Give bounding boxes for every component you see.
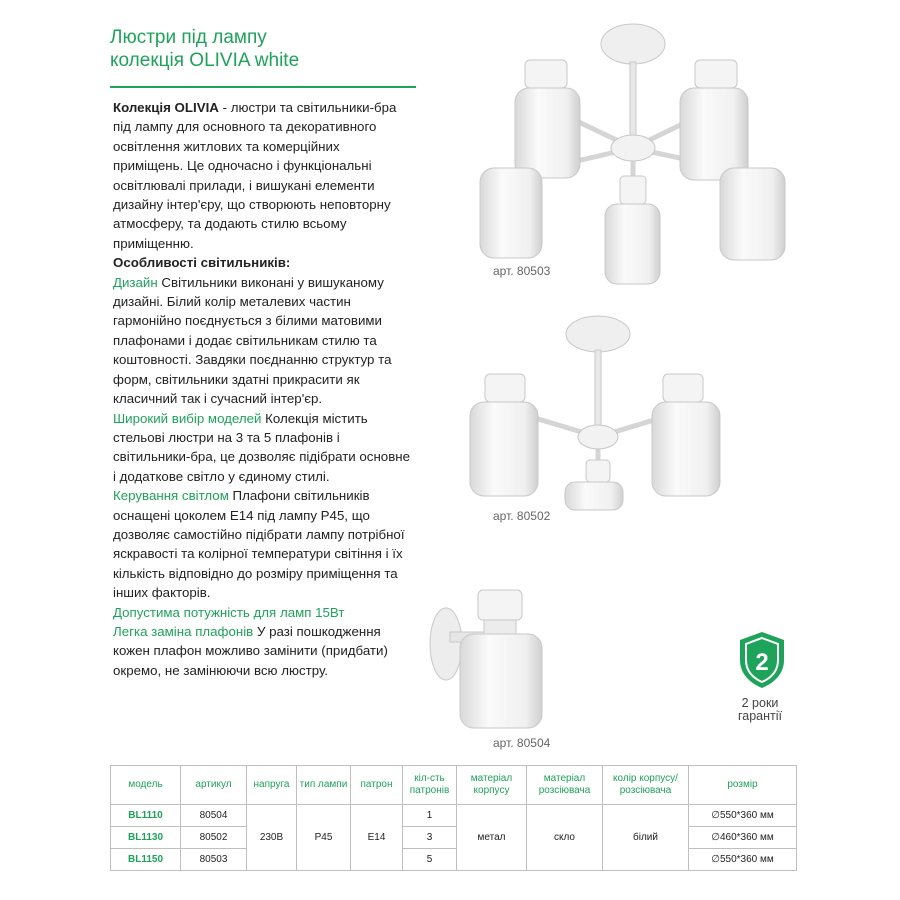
header-voltage: напруга (247, 766, 297, 805)
design-paragraph (113, 273, 413, 409)
art-80502-label: арт. 80502 (493, 509, 551, 523)
cell-lamp-type: Р45 (297, 805, 351, 871)
chandelier-80503-image (465, 18, 795, 288)
replace-paragraph (113, 622, 413, 680)
cell-body-material: метал (457, 805, 527, 871)
title-divider (110, 86, 416, 88)
spec-table (110, 765, 797, 871)
cell-count: 1 (403, 805, 457, 827)
table-row (111, 827, 797, 849)
header-diffuser-material: матеріал розсіювача (527, 766, 603, 805)
intro-bold: Колекція OLIVIA (113, 100, 219, 115)
table-row (111, 805, 797, 827)
design-label: Дизайн (113, 274, 158, 290)
guarantee-label (720, 697, 800, 723)
cell-socket: Е14 (351, 805, 403, 871)
cell-article: 80503 (181, 849, 247, 871)
art-80504-label: арт. 80504 (493, 736, 551, 750)
chandelier-80502-image (465, 312, 725, 512)
header-socket: патрон (351, 766, 403, 805)
header-article: артикул (181, 766, 247, 805)
guarantee-shield-icon (738, 630, 786, 690)
header-size: розмір (689, 766, 797, 805)
design-text: Світильники виконані у вишуканому дизайні. Білий колір металевих частин гармонійно поєднується з білими матовими плафонами і додає світильникам стилю та коштовності. Завдяки поєднанню структур та форм, світильники здатні прикрасити як класичний так і сучасний інтер'єр. (113, 274, 392, 407)
cell-size: ∅550*360 мм (689, 849, 797, 871)
guarantee-line-2: гарантії (737, 709, 783, 723)
cell-voltage: 230В (247, 805, 297, 871)
guarantee-number: 2 (755, 649, 769, 676)
cell-color: білий (603, 805, 689, 871)
cell-diffuser-material: скло (527, 805, 603, 871)
features-heading: Особливості світильників: (113, 255, 291, 271)
cell-size: ∅550*360 мм (689, 805, 797, 827)
table-row (111, 849, 797, 871)
page-title (110, 26, 299, 72)
choice-text: Колекція містить стельові люстри на 3 та 5 плафонів і світильники-бра, це дозволяє підібрати основне і додаткове світло у єдиному стилі. (113, 410, 410, 484)
replace-text: У разі пошкодження кожен плафон можливо замінити (придбати) окремо, не замінюючи всю люстру. (113, 623, 388, 678)
cell-model: BL1130 (111, 827, 181, 849)
cell-size: ∅460*360 мм (689, 827, 797, 849)
replace-label: Легка заміна плафонів (113, 623, 254, 639)
header-color: колір корпусу/ розсіювача (603, 766, 689, 805)
guarantee-line-1: 2 роки (741, 696, 779, 710)
cell-count: 5 (403, 849, 457, 871)
light-paragraph (113, 486, 413, 602)
power-paragraph: Допустима потужність для ламп 15Вт (113, 604, 345, 620)
cell-count: 3 (403, 827, 457, 849)
header-lamp-type: тип лампи (297, 766, 351, 805)
choice-label: Широкий вибір моделей (113, 410, 262, 426)
header-count: кіл-сть патронів (403, 766, 457, 805)
title-line-1: Люстри під лампу (110, 27, 267, 48)
cell-article: 80504 (181, 805, 247, 827)
intro-paragraph (113, 98, 413, 253)
title-line-2: колекція OLIVIA white (110, 50, 300, 71)
header-model: модель (111, 766, 181, 805)
cell-model: BL1110 (111, 805, 181, 827)
light-text: Плафони світильників оснащені цоколем Е14 під лампу Р45, що дозволяє самостійно підібрати лампу потрібної яскравості та колірної температури світіння і їх кількість відповідно до розміру приміщення та інших факторів. (113, 488, 405, 601)
light-label: Керування світлом (113, 488, 229, 504)
table-header-row (111, 766, 797, 805)
header-body-material: матеріал корпусу (457, 766, 527, 805)
art-80503-label: арт. 80503 (493, 264, 551, 278)
description (113, 98, 413, 680)
intro-text: - люстри та світильники-бра під лампу для основного та декоративного освітлення житлових та комерційних приміщень. Це одночасно і функціональні освітлювалі прилади, і вишукані елементи дизайну інтер'єру, що створюють неповторну атмосферу, та додають стилю всьому приміщенню. (113, 100, 397, 251)
choice-paragraph (113, 409, 413, 487)
cell-article: 80502 (181, 827, 247, 849)
cell-model: BL1150 (111, 849, 181, 871)
sconce-80504-image (420, 582, 560, 730)
